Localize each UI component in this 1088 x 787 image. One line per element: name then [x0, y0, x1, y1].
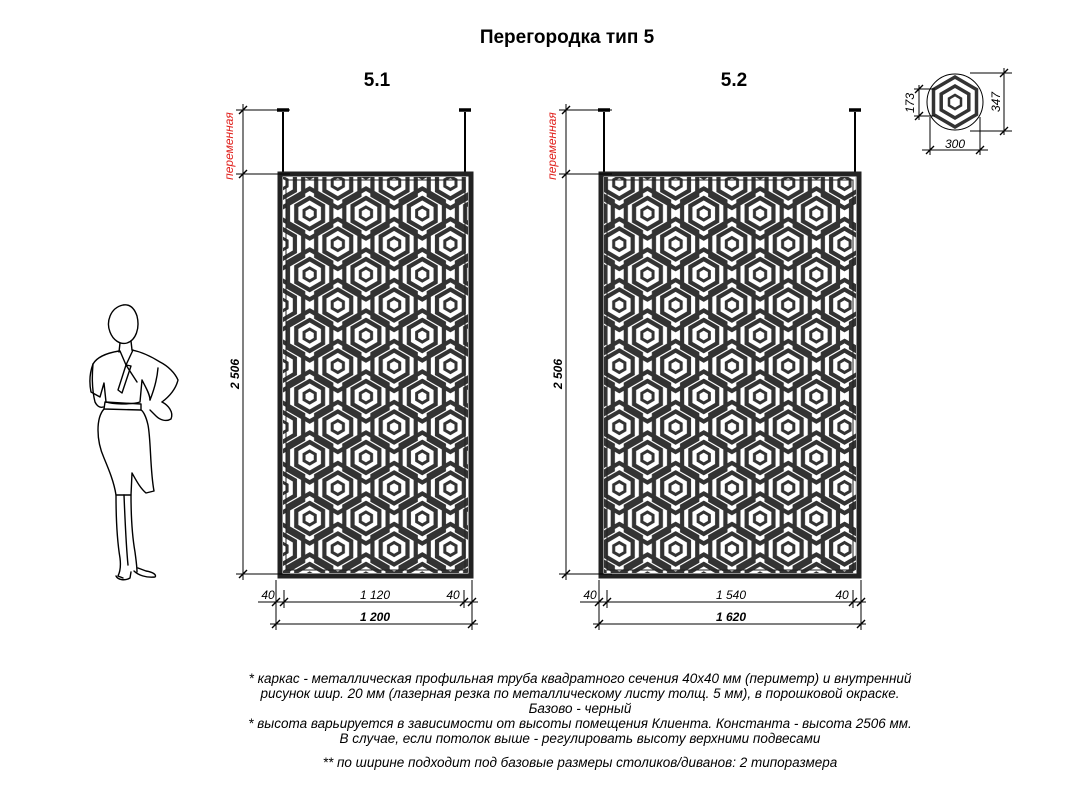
panel-label: 5.1 — [363, 70, 391, 91]
notes-block — [120, 671, 1040, 770]
hanger-rods — [598, 110, 861, 174]
note-line: В случае, если потолок выше - регулировать высоту верхними подвесами — [339, 731, 821, 746]
detail-width-dimension: 300 — [944, 137, 966, 151]
human-figure — [90, 305, 178, 580]
note-line: рисунок шир. 20 мм (лазерная резка по металлическому листу толщ. 5 мм), в порошковой окраске. — [260, 686, 900, 701]
hanger-rods — [277, 110, 471, 174]
total-width-value: 1 200 — [359, 610, 391, 624]
frame-right-value: 40 — [446, 588, 460, 602]
frame-left-value: 40 — [261, 588, 275, 602]
variable-height-label: переменная — [222, 112, 236, 180]
panel-5-2 — [545, 70, 866, 630]
inner-width-value: 1 120 — [359, 588, 391, 602]
height-value: 2 506 — [228, 358, 242, 390]
detail-inner-dimension: 173 — [903, 92, 917, 114]
note-line: Базово - черный — [528, 701, 632, 716]
page-title: Перегородка тип 5 — [479, 27, 655, 48]
height-value: 2 506 — [551, 358, 565, 390]
panel-pattern — [283, 177, 468, 573]
inner-width-value: 1 540 — [715, 588, 747, 602]
note-line: * каркас - металлическая профильная труба квадратного сечения 40х40 мм (периметр) и внутренний — [248, 671, 912, 686]
panel-pattern — [604, 177, 856, 573]
note-line: * высота варьируется в зависимости от высоты помещения Клиента. Константа - высота 2506 мм. — [248, 716, 912, 731]
note-line: ** по ширине подходит под базовые размеры столиков/диванов: 2 типоразмера — [322, 755, 838, 770]
variable-height-label: переменная — [545, 112, 559, 180]
total-width-value: 1 620 — [715, 610, 747, 624]
frame-left-value: 40 — [583, 588, 597, 602]
panel-5-1 — [222, 70, 478, 630]
frame-right-value: 40 — [835, 588, 849, 602]
hexagon-module-icon — [927, 74, 983, 130]
detail-outer-dimension: 347 — [989, 91, 1003, 113]
panel-label: 5.2 — [720, 70, 748, 91]
